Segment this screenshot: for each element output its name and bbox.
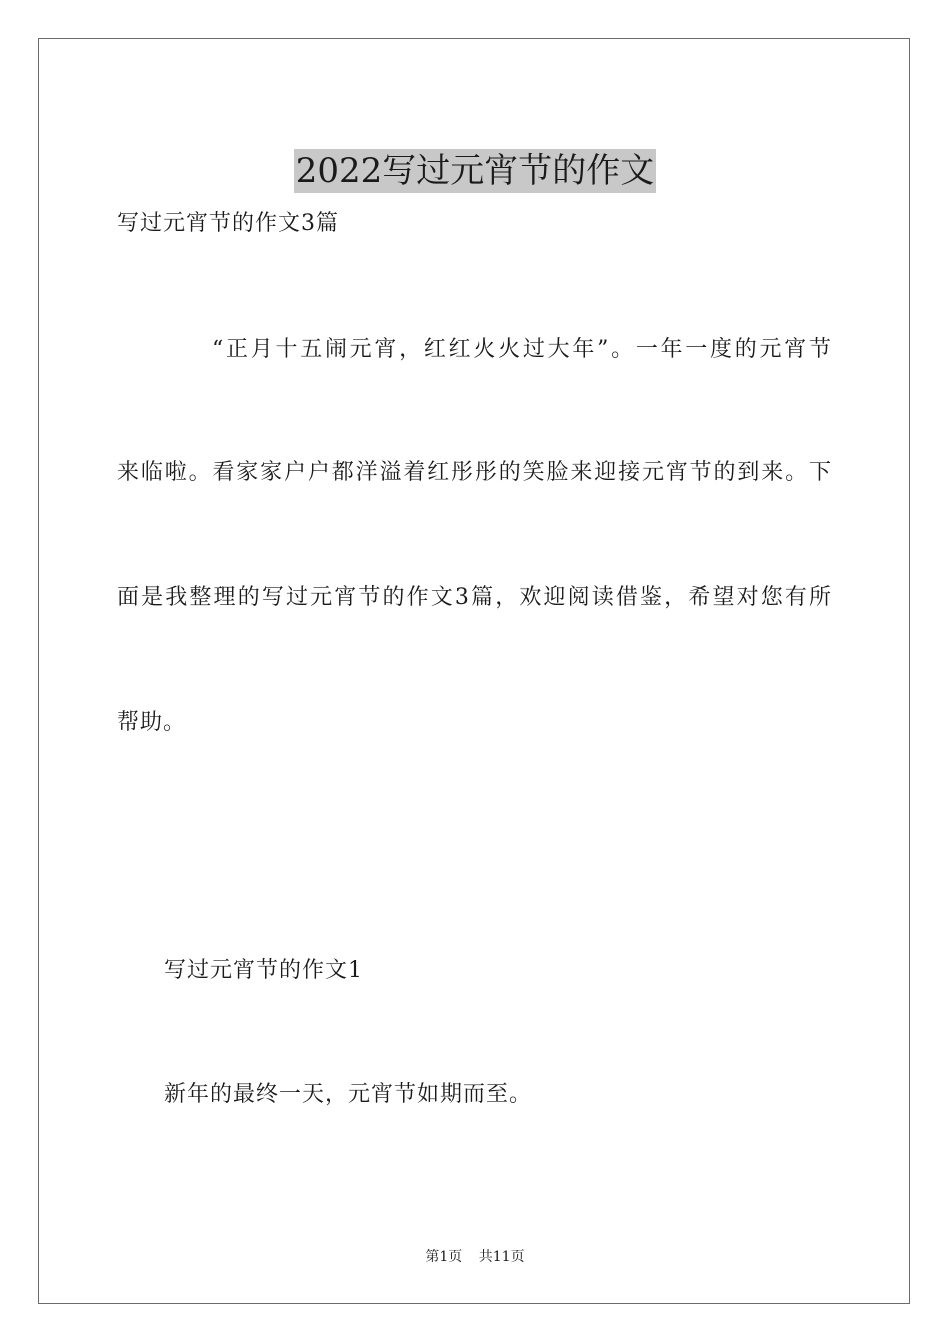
page-number: 第1页 (425, 1249, 463, 1265)
intro-line-1: “正月十五闹元宵，红红火火过大年”。一年一度的元宵节 (212, 337, 831, 362)
section-heading: 写过元宵节的作文1 (164, 958, 363, 983)
intro-line-2: 来临啦。看家家户户都洋溢着红彤彤的笑脸来迎接元宵节的到来。下 (117, 460, 831, 485)
title-container (0, 126, 950, 216)
intro-line-3: 面是我整理的写过元宵节的作文3篇，欢迎阅读借鉴，希望对您有所 (117, 585, 831, 610)
document-subtitle: 写过元宵节的作文3篇 (117, 211, 339, 236)
intro-line-4: 帮助。 (117, 710, 187, 735)
section-paragraph: 新年的最终一天，元宵节如期而至。 (164, 1082, 533, 1107)
page-footer (0, 1248, 950, 1266)
page-total: 共11页 (478, 1249, 525, 1265)
document-title: 2022写过元宵节的作文 (295, 150, 655, 191)
